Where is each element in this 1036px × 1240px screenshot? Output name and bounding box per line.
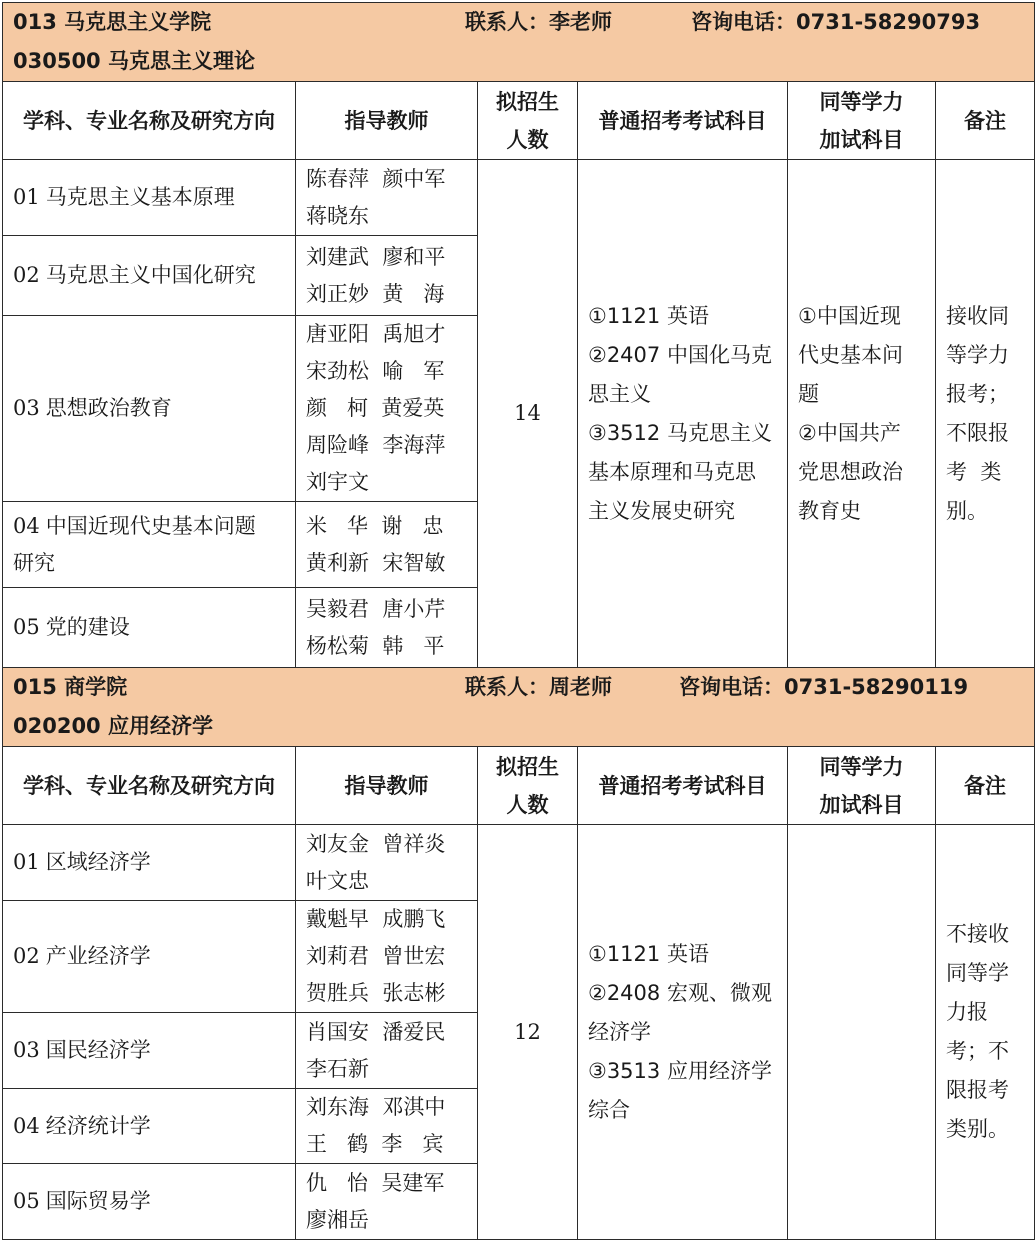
col-direction-header: 学科、专业名称及研究方向 <box>3 82 296 160</box>
direction-cell: 03 思想政治教育 <box>3 316 296 502</box>
direction-cell: 02 产业经济学 <box>3 901 296 1013</box>
quota-value: 12 <box>478 825 578 1240</box>
col-extra-header: 同等学力 加试科目 <box>788 82 936 160</box>
direction-cell: 05 党的建设 <box>3 588 296 668</box>
col-advisor-header: 指导教师 <box>296 747 478 825</box>
quota-value: 14 <box>478 160 578 668</box>
advisor-cell: 仇 怡 吴建军 廖湘岳 <box>296 1164 478 1240</box>
section-marxism-table <box>2 2 1035 668</box>
dept-name: 015 商学院 <box>13 675 128 699</box>
advisor-cell: 刘友金 曾祥炎 叶文忠 <box>296 825 478 901</box>
direction-cell: 03 国民经济学 <box>3 1013 296 1089</box>
advisor-cell: 唐亚阳 禹旭才 宋劲松 喻 军 颜 柯 黄爱英 周险峰 李海萍 刘宇文 <box>296 316 478 502</box>
direction-cell: 04 中国近现代史基本问题 研究 <box>3 502 296 588</box>
direction-cell: 01 区域经济学 <box>3 825 296 901</box>
extra-subjects: ①中国近现 代史基本问 题 ②中国共产 党思想政治 教育史 <box>788 160 936 668</box>
note-cell: 不接收 同等学 力报 考；不 限报考 类别。 <box>936 825 1035 1240</box>
col-exam-header: 普通招考考试科目 <box>578 82 788 160</box>
col-note-header: 备注 <box>936 747 1035 825</box>
contact-phone: 咨询电话：0731-58290793 <box>691 10 981 34</box>
section-business-table <box>2 667 1035 1240</box>
note-cell: 接收同 等学力 报考； 不限报 考 类 别。 <box>936 160 1035 668</box>
direction-cell: 01 马克思主义基本原理 <box>3 160 296 236</box>
col-advisor-header: 指导教师 <box>296 82 478 160</box>
col-exam-header: 普通招考考试科目 <box>578 747 788 825</box>
contact-phone: 咨询电话：0731-58290119 <box>679 675 969 699</box>
advisor-cell: 刘东海 邓淇中 王 鹤 李 宾 <box>296 1089 478 1164</box>
col-direction-header: 学科、专业名称及研究方向 <box>3 747 296 825</box>
contact-person: 联系人：李老师 <box>465 10 612 34</box>
advisor-cell: 肖国安 潘爱民 李石新 <box>296 1013 478 1089</box>
major-name: 020200 应用经济学 <box>13 714 213 738</box>
direction-cell: 02 马克思主义中国化研究 <box>3 236 296 316</box>
direction-cell: 05 国际贸易学 <box>3 1164 296 1240</box>
dept-name: 013 马克思主义学院 <box>13 10 212 34</box>
col-quota-header: 拟招生 人数 <box>478 747 578 825</box>
advisor-cell: 吴毅君 唐小芹 杨松菊 韩 平 <box>296 588 478 668</box>
extra-subjects <box>788 825 936 1240</box>
col-note-header: 备注 <box>936 82 1035 160</box>
exam-subjects: ①1121 英语 ②2407 中国化马克 思主义 ③3512 马克思主义 基本原理和马克思 主义发展史研究 <box>578 160 788 668</box>
col-quota-header: 拟招生 人数 <box>478 82 578 160</box>
advisor-cell: 戴魁早 成鹏飞 刘莉君 曾世宏 贺胜兵 张志彬 <box>296 901 478 1013</box>
major-name: 030500 马克思主义理论 <box>13 49 255 73</box>
dept-header <box>3 3 1035 82</box>
advisor-cell: 陈春萍 颜中军 蒋晓东 <box>296 160 478 236</box>
contact-person: 联系人：周老师 <box>465 675 612 699</box>
advisor-cell: 刘建武 廖和平 刘正妙 黄 海 <box>296 236 478 316</box>
dept-header <box>3 668 1035 747</box>
advisor-cell: 米 华 谢 忠 黄利新 宋智敏 <box>296 502 478 588</box>
col-extra-header: 同等学力 加试科目 <box>788 747 936 825</box>
direction-cell: 04 经济统计学 <box>3 1089 296 1164</box>
exam-subjects: ①1121 英语 ②2408 宏观、微观 经济学 ③3513 应用经济学 综合 <box>578 825 788 1240</box>
